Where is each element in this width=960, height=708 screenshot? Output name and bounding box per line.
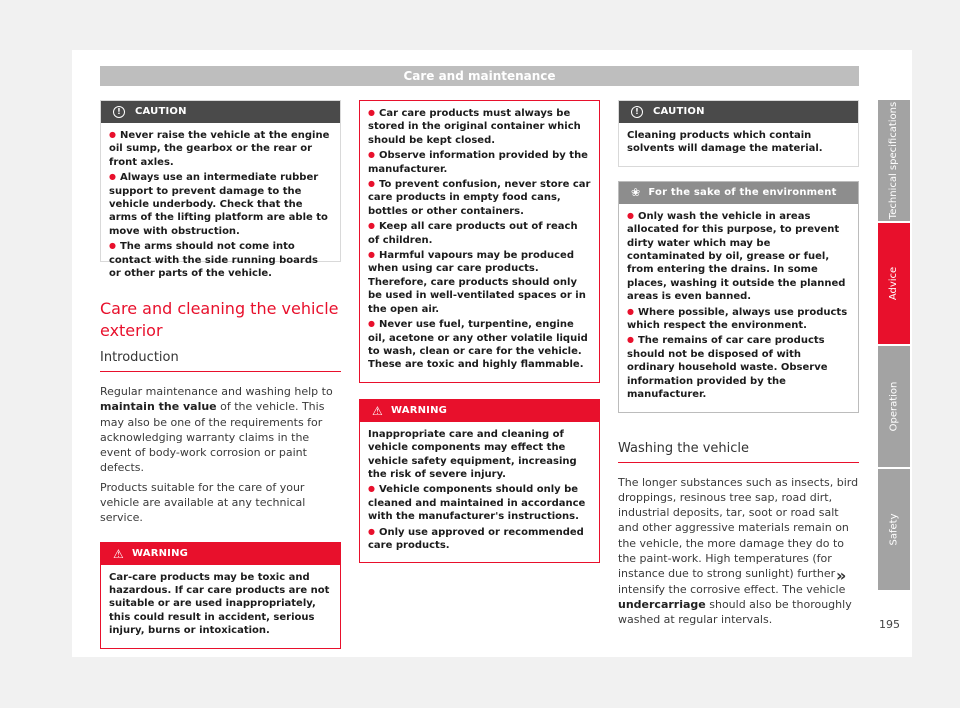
info-circle-icon: ! bbox=[113, 106, 125, 118]
list-item: ● Never use fuel, turpentine, engine oil, acetone or any other volatile liquid to wash, clean or care for the vehicle. These are toxic and highly flammable. bbox=[368, 318, 591, 372]
warning-continued-box bbox=[359, 100, 600, 383]
text-run: should also be thoroughly washed at regular intervals. bbox=[618, 597, 852, 627]
warning-intro: Inappropriate care and cleaning of vehicle components may effect the vehicle safety equipment, increasing the risk of severe injury. bbox=[368, 428, 577, 480]
list-item: ● Vehicle components should only be cleaned and maintained in accordance with the manufacturer's instructions. bbox=[368, 483, 591, 523]
list-item: ● Never raise the vehicle at the engine oil sump, the gearbox or the rear or front axles. bbox=[109, 129, 332, 169]
warning-triangle-icon: ⚠ bbox=[372, 403, 383, 418]
list-item: ● Always use an intermediate rubber support to prevent damage to the vehicle underbody. Check that the arms of the lifting platform are able to move with obstruction. bbox=[109, 171, 332, 238]
washing-section bbox=[618, 441, 859, 463]
section-title: Washing the vehicle bbox=[618, 440, 750, 456]
page-number: 195 bbox=[879, 618, 900, 631]
tab-label: Advice bbox=[888, 266, 900, 301]
text-run: of the vehicle. This may also be one of the requirements for acknowledging warranty claims in the event of body-work corrosion or paint defects. bbox=[100, 400, 325, 475]
middle-column bbox=[359, 100, 600, 563]
warning-title: WARNING bbox=[390, 404, 448, 416]
section-title: Care and cleaning the vehicle exterior bbox=[100, 299, 339, 340]
tab-technical-specifications[interactable] bbox=[878, 100, 910, 221]
bold-text: maintain the value bbox=[100, 400, 217, 414]
list-item: ● Only wash the vehicle in areas allocated for this purpose, to prevent dirty water which may be contaminated by oil, grease or fuel, from entering the drains. In some places, washing it outside the planned areas is even banned. bbox=[627, 210, 850, 304]
list-item: ● The remains of car care products should not be disposed of with ordinary household waste. Observe information provided by the manufacturer. bbox=[627, 334, 850, 401]
warning-box-middle bbox=[359, 399, 600, 564]
divider bbox=[618, 462, 859, 463]
list-item: ● Only use approved or recommended care products. bbox=[368, 526, 591, 553]
right-column bbox=[618, 100, 859, 627]
warning-text: Car-care products may be toxic and hazardous. If car care products are not suitable or are used inappropriately, this could result in accident, serious injury, burns or intoxication. bbox=[109, 571, 330, 637]
warning-header bbox=[360, 400, 599, 422]
environment-header bbox=[619, 182, 858, 204]
text-run: Regular maintenance and washing help to bbox=[100, 385, 333, 398]
bold-text: undercarriage bbox=[618, 597, 706, 611]
intro-paragraph-1 bbox=[100, 384, 341, 476]
list-item: ● Observe information provided by the manufacturer. bbox=[368, 149, 591, 176]
tab-label: Operation bbox=[888, 381, 900, 432]
list-item: ● To prevent confusion, never store car care products in empty food cans, bottles or other containers. bbox=[368, 178, 591, 218]
caution-title: CAUTION bbox=[135, 106, 187, 117]
tab-label: Technical specifications bbox=[888, 101, 900, 220]
caution-header bbox=[101, 101, 340, 123]
divider bbox=[100, 371, 341, 372]
tab-operation[interactable] bbox=[878, 346, 910, 467]
environment-box bbox=[618, 181, 859, 413]
tab-label: Safety bbox=[888, 513, 900, 546]
tab-safety[interactable] bbox=[878, 469, 910, 590]
caution-box-right bbox=[618, 100, 859, 167]
section-intro bbox=[100, 298, 341, 372]
caution-title: CAUTION bbox=[653, 106, 705, 117]
text-run: The longer substances such as insects, bird droppings, resinous tree sap, road dirt, industrial deposits, tar, soot or road salt and other aggressive materials remain on the vehicle, the more damage they do to the paint-work. High temperatures (for instance due to strong sunlight) further intensify the corrosive effect. The vehicle bbox=[618, 475, 859, 596]
caution-header bbox=[619, 101, 858, 123]
washing-paragraph bbox=[618, 475, 859, 628]
page-header: Care and maintenance bbox=[100, 66, 859, 86]
warning-box-left bbox=[100, 542, 341, 649]
left-column bbox=[100, 100, 341, 649]
warning-triangle-icon: ⚠ bbox=[113, 546, 124, 561]
intro-paragraph-2: Products suitable for the care of your vehicle are available at any technical service. bbox=[100, 480, 306, 525]
list-item: ● Car care products must always be stored in the original container which should be kept closed. bbox=[368, 107, 591, 147]
warning-header bbox=[101, 543, 340, 565]
list-item: ● Harmful vapours may be produced when using car care products. Therefore, care products should only be used in well-ventilated spaces or in the open air. bbox=[368, 249, 591, 316]
subsection-title: Introduction bbox=[100, 350, 179, 365]
environment-icon: ❀ bbox=[631, 185, 641, 199]
tab-advice[interactable] bbox=[878, 223, 910, 344]
list-item: ● The arms should not come into contact with the side running boards or other parts of the vehicle. bbox=[109, 240, 332, 280]
environment-title: For the sake of the environment bbox=[648, 186, 837, 198]
caution-box-left bbox=[100, 100, 341, 280]
warning-title: WARNING bbox=[131, 547, 189, 559]
list-item: ● Keep all care products out of reach of children. bbox=[368, 220, 591, 247]
list-item: ● Where possible, always use products which respect the environment. bbox=[627, 306, 850, 333]
continue-marker: » bbox=[836, 566, 847, 585]
caution-text: Cleaning products which contain solvents will damage the material. bbox=[627, 130, 823, 155]
info-circle-icon: ! bbox=[631, 106, 643, 118]
